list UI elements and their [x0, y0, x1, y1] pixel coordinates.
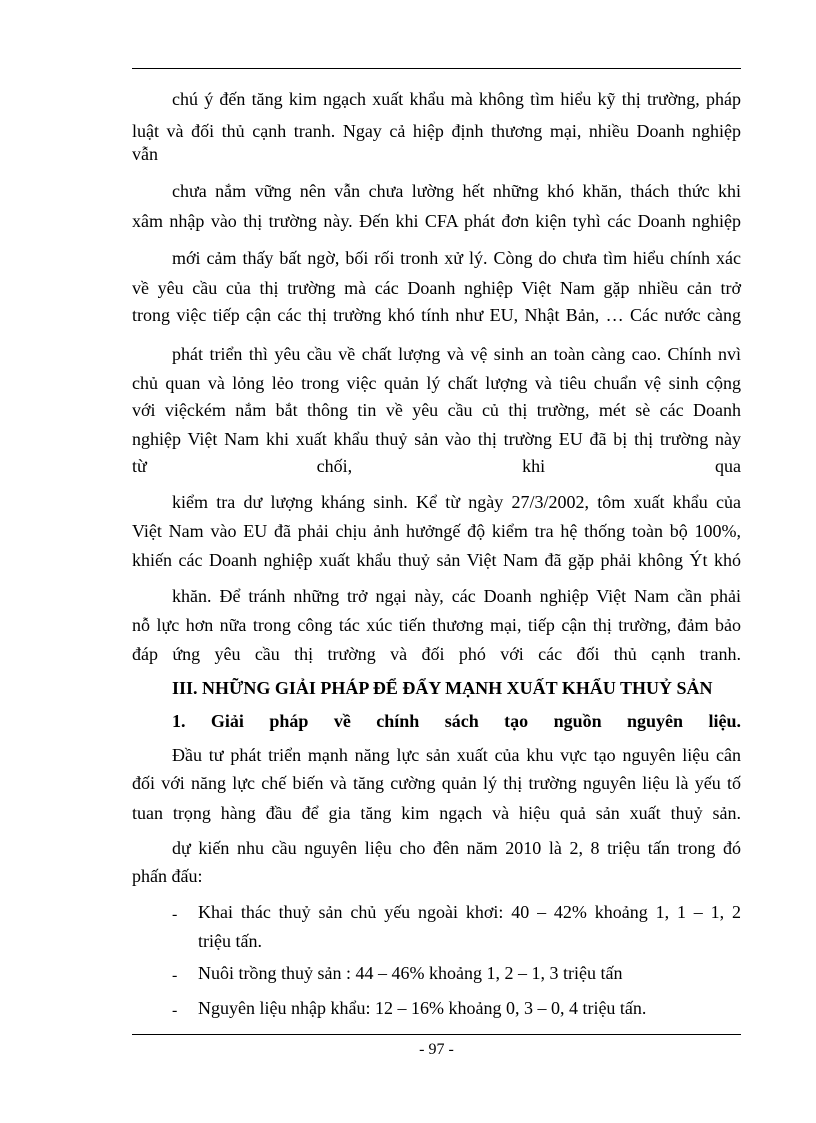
text-line: mới cảm thấy bất ngờ, bối rối tronh xử lý. Còng do chưa tìm hiểu chính xác — [172, 248, 741, 268]
text-line: vẫn — [132, 144, 158, 164]
text-line: nghiệp Việt Nam khi xuất khẩu thuỷ sản vào thị trường EU đã bị thị trường này — [132, 429, 741, 449]
text-line: chủ quan và lỏng lẻo trong việc quản lý chất lượng và tiêu chuẩn vệ sinh cộng — [132, 373, 741, 393]
text-line: xâm nhập vào thị trường này. Đến khi CFA phát đơn kiện tyhì các Doanh nghiệp — [132, 211, 741, 231]
text-line: khăn. Để tránh những trở ngại này, các Doanh nghiệp Việt Nam cần phải — [172, 586, 741, 606]
subsection-heading: 1. Giải pháp về chính sách tạo nguồn nguyên liệu. — [172, 711, 741, 731]
list-item-text: Khai thác thuỷ sản chủ yếu ngoài khơi: 40 – 42% khoảng 1, 1 – 1, 2 — [198, 902, 741, 922]
text-line: phấn đấu: — [132, 866, 203, 886]
footer-rule — [132, 1034, 741, 1035]
text-line: khiến các Doanh nghiệp xuất khẩu thuỷ sản Việt Nam đã gặp phải không Ýt khó — [132, 550, 741, 570]
list-item-text: Nuôi trồng thuỷ sản : 44 – 46% khoảng 1, 2 – 1, 3 triệu tấn — [198, 963, 623, 983]
text-line: về yêu cầu của thị trường mà các Doanh nghiệp Việt Nam gặp nhiều cản trở — [132, 278, 741, 298]
text-line: từ chối, khi qua — [132, 456, 741, 476]
page-number: - 97 - — [419, 1041, 454, 1058]
text-line: Đầu tư phát triển mạnh năng lực sản xuất của khu vực tạo nguyên liệu cân — [172, 745, 741, 765]
list-item-text: Nguyên liệu nhập khẩu: 12 – 16% khoảng 0, 3 – 0, 4 triệu tấn. — [198, 998, 647, 1018]
text-line: trong việc tiếp cận các thị trường khó tính như EU, Nhật Bản, … Các nước càng — [132, 305, 741, 325]
text-line: luật và đối thủ cạnh tranh. Ngay cả hiệp định thương mại, nhiều Doanh nghiệp — [132, 121, 741, 141]
text-line: nỗ lực hơn nữa trong công tác xúc tiến thương mại, tiếp cận thị trường, đảm bảo — [132, 615, 741, 635]
header-rule — [132, 68, 741, 69]
bullet-dash: - — [172, 906, 178, 923]
text-line: tuan trọng hàng đầu để gia tăng kim ngạch và hiệu quả sản xuất thuỷ sản. — [132, 803, 741, 823]
text-line: kiểm tra dư lượng kháng sinh. Kể từ ngày 27/3/2002, tôm xuất khẩu của — [172, 492, 741, 512]
text-line: với việckém nắm bắt thông tin về yêu cầu củ thị trường, mét sè các Doanh — [132, 400, 741, 420]
list-item-text-continued: triệu tấn. — [198, 931, 262, 951]
text-line: đối với năng lực chế biến và tăng cường quản lý thị trường nguyên liệu là yếu tố — [132, 773, 741, 793]
bullet-dash: - — [172, 1002, 178, 1019]
text-line: chưa nắm vững nên vẫn chưa lường hết những khó khăn, thách thức khi — [172, 181, 741, 201]
text-line: phát triển thì yêu cầu về chất lượng và vệ sinh an toàn càng cao. Chính nvì — [172, 344, 741, 364]
text-line: Việt Nam vào EU đã phải chịu ảnh hưởngế độ kiểm tra hệ thống toàn bộ 100%, — [132, 521, 741, 541]
text-line: đáp ứng yêu cầu thị trường và đối phó với các đối thủ cạnh tranh. — [132, 644, 741, 664]
text-line: dự kiến nhu cầu nguyên liệu cho đên năm 2010 là 2, 8 triệu tấn trong đó — [172, 838, 741, 858]
text-line: chú ý đến tăng kim ngạch xuất khẩu mà không tìm hiểu kỹ thị trường, pháp — [172, 89, 741, 109]
bullet-dash: - — [172, 967, 178, 984]
section-heading: III. NHỮNG GIẢI PHÁP ĐỂ ĐẨY MẠNH XUẤT KHẨU THUỶ SẢN — [172, 678, 713, 698]
